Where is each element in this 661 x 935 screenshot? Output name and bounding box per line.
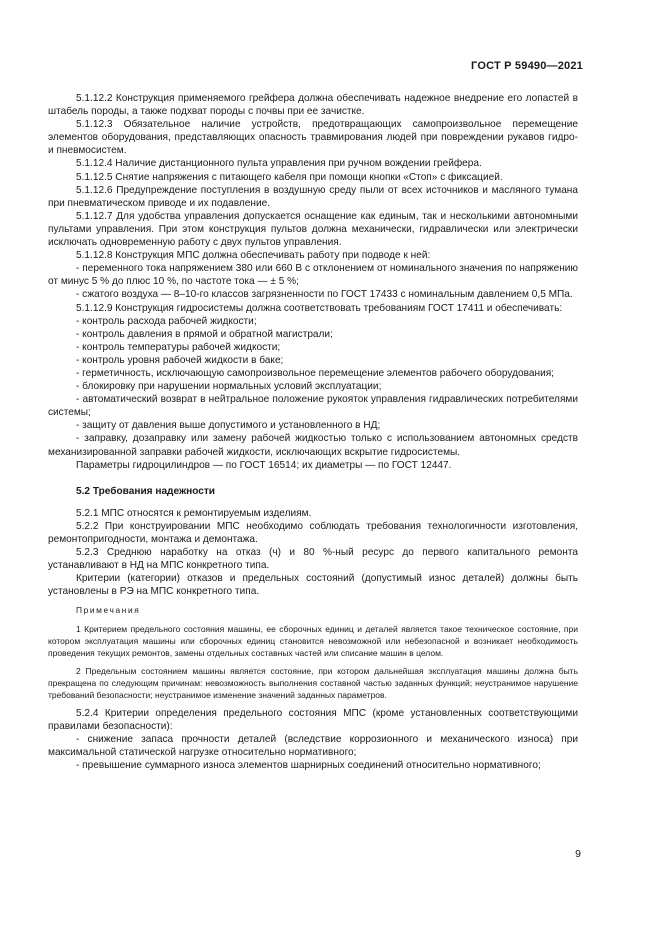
- list-item: - защиту от давления выше допустимого и установленного в НД;: [76, 420, 381, 432]
- paragraph: 5.2.1 МПС относятся к ремонтируемым изделиям.: [76, 507, 312, 519]
- document-header: ГОСТ Р 59490—2021: [471, 60, 583, 72]
- list-item: - заправку, дозаправку или замену рабочей жидкостью только с использованием автономных средств механизированной заправки рабочей жидкости, исключающих вскрытие гидросистемы.: [48, 433, 578, 458]
- paragraph: Критерии (категории) отказов и предельных состояний (допустимый износ деталей) должны быть установлены в РЭ на МПС конкретного типа.: [48, 573, 578, 598]
- paragraph: 5.1.12.7 Для удобства управления допускается оснащение как единым, так и несколькими автономными пультами управления. При этом конструкция пультов должна механически, гидравлически или электрически исключать одновременную работу с двух пультов управления.: [48, 210, 578, 249]
- paragraph: 5.1.12.5 Снятие напряжения с питающего кабеля при помощи кнопки «Стоп» с фиксацией.: [76, 171, 503, 183]
- paragraph: 5.2.2 При конструировании МПС необходимо соблюдать требования технологичности изготовления, ремонтопригодности, монтажа и демонтажа.: [48, 520, 578, 545]
- list-item: - контроль уровня рабочей жидкости в баке;: [76, 354, 284, 366]
- paragraph: 5.1.12.9 Конструкция гидросистемы должна соответствовать требованиям ГОСТ 17411 и обеспечивать:: [76, 302, 563, 314]
- paragraph: 5.1.12.4 Наличие дистанционного пульта управления при ручном вождении грейфера.: [76, 158, 482, 170]
- note: 2 Предельным состоянием машины является состояние, при котором дальнейшая эксплуатация машины должна быть прекращена по следующим причинам: невозможность выполнения составной частью заданных функций; неустранимое нарушение требований безопасности; неустранимое изменение значений заданных параметров.: [48, 665, 578, 700]
- list-item: - автоматический возврат в нейтральное положение рукояток управления гидравлических потребителями системы;: [48, 394, 578, 419]
- list-item: - превышение суммарного износа элементов шарнирных соединений относительно нормативного;: [76, 759, 541, 771]
- list-item: - блокировку при нарушении нормальных условий эксплуатации;: [76, 381, 382, 393]
- document-body: [48, 92, 578, 772]
- paragraph: 5.1.12.8 Конструкция МПС должна обеспечивать работу при подводе к ней:: [76, 250, 431, 262]
- list-item: - контроль давления в прямой и обратной магистрали;: [76, 328, 333, 340]
- paragraph: 5.1.12.2 Конструкция применяемого грейфера должна обеспечивать надежное внедрение его лопастей в штабель породы, а также подхват породы с почвы при ее зачистке.: [48, 93, 578, 118]
- paragraph: 5.2.4 Критерии определения предельного состояния МПС (кроме установленных соответствующими правилами безопасности):: [48, 707, 578, 732]
- paragraph: 5.1.12.6 Предупреждение поступления в воздушную среду пыли от всех источников и масляного тумана при пневматическом приводе и их подавление.: [48, 184, 578, 209]
- paragraph: 5.2.3 Среднюю наработку на отказ (ч) и 80 %-ный ресурс до первого капитального ремонта устанавливают в НД на МПС конкретного типа.: [48, 547, 578, 572]
- notes-heading: Примечания: [76, 605, 141, 616]
- list-item: - переменного тока напряжением 380 или 660 В с отклонением от номинального значения по напряжению от минус 5 % до плюс 10 %, по частоте тока — ± 5 %;: [48, 263, 578, 288]
- list-item: - контроль расхода рабочей жидкости;: [76, 315, 257, 327]
- paragraph: Параметры гидроцилиндров — по ГОСТ 16514; их диаметры — по ГОСТ 12447.: [76, 459, 452, 471]
- page-number: 9: [575, 848, 581, 860]
- list-item: - сжатого воздуха — 8–10-го классов загрязненности по ГОСТ 17433 с номинальным давлением 0,5 МПа.: [76, 289, 573, 301]
- section-title: 5.2 Требования надежности: [76, 485, 215, 497]
- paragraph: 5.1.12.3 Обязательное наличие устройств, предотвращающих самопроизвольное перемещение элементов оборудования, представляющих опасность травмирования людей при повреждении рукавов гидро- и пневмосистем.: [48, 119, 578, 157]
- list-item: - снижение запаса прочности деталей (вследствие коррозионного и механического износа) при максимальной статической нагрузке относительно нормативного;: [48, 733, 578, 758]
- list-item: - контроль температуры рабочей жидкости;: [76, 341, 281, 353]
- note: 1 Критерием предельного состояния машины, ее сборочных единиц и деталей является такое техническое состояние, при котором эксплуатация машины или сборочных единиц становится невозможной или небезопасной и возникает необходимость проведения текущих ремонтов, замены отдельных составных частей или списание машин в целом.: [48, 623, 578, 658]
- list-item: - герметичность, исключающую самопроизвольное перемещение элементов рабочего оборудования;: [76, 367, 554, 379]
